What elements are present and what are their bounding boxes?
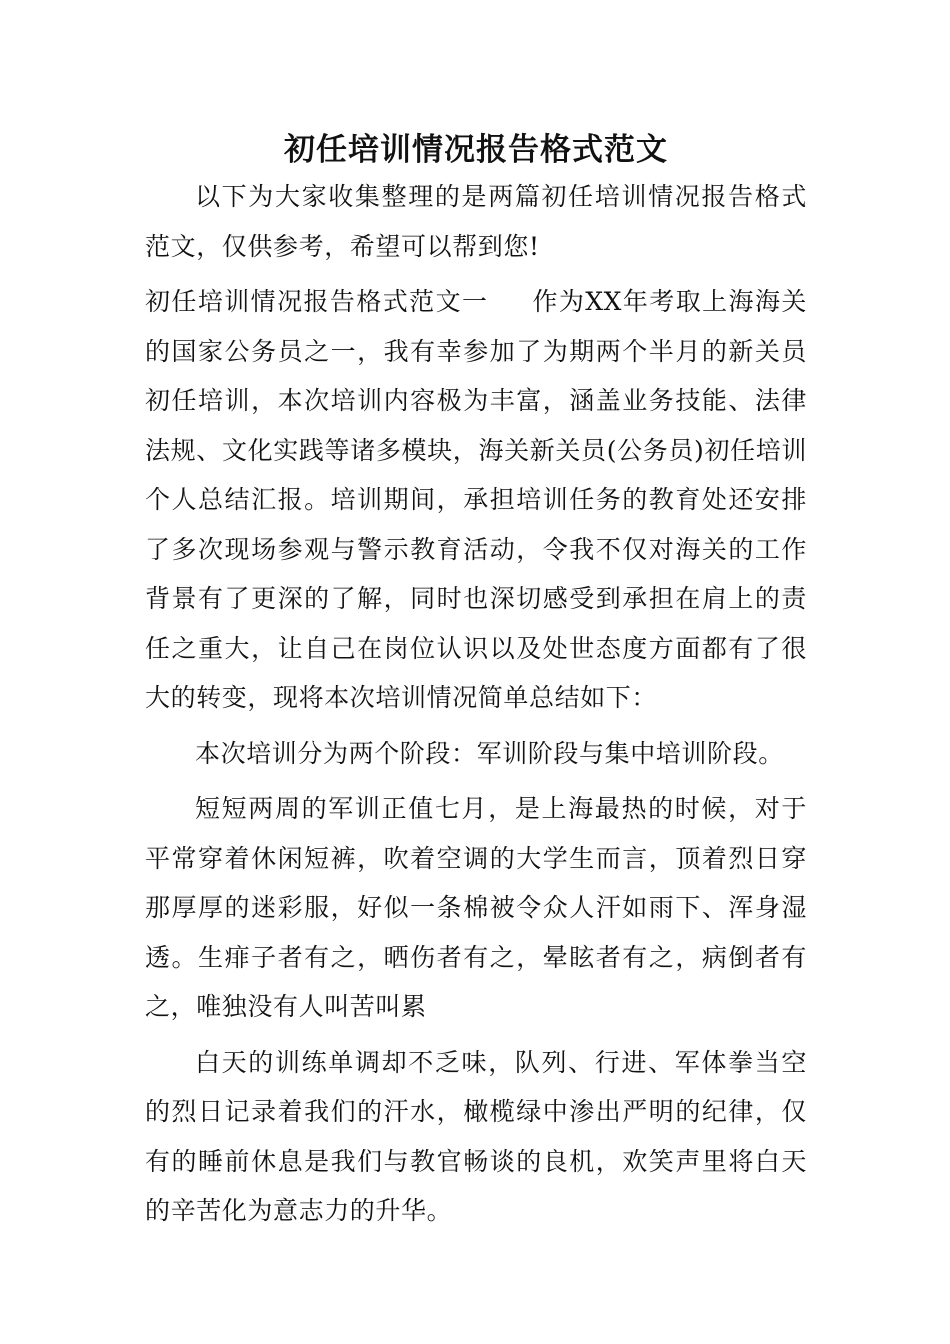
stages-paragraph: 本次培训分为两个阶段：军训阶段与集中培训阶段。 [195,738,784,768]
document-title: 初任培训情况报告格式范文 [284,132,668,168]
section-one-paragraph [145,277,807,723]
intro-paragraph: 以下为大家收集整理的是两篇初任培训情况报告格式范文，仅供参考，希望可以帮到您! [145,182,807,261]
section-one-text: 作为XX年考取上海海关的国家公务员之一，我有幸参加了为期两个半月的新关员初任培训，本次培训内容极为丰富，涵盖业务技能、法律法规、文化实践等诸多模块，海关新关员(公务员)初任培训个人总结汇报。培训期间，承担培训任务的教育处还安排了多次现场参观与警示教育活动，令我不仅对海关的工作背景有了更深的了解，同时也深切感受到承担在肩上的责任之重大，让自己在岗位认识以及处世态度方面都有了很大的转变，现将本次培训情况简单总结如下： [145,287,807,712]
section-one-label: 初任培训情况报告格式范文一 [145,287,489,316]
document-body [145,128,807,1242]
daily-training-paragraph: 白天的训练单调却不乏味，队列、行进、军体拳当空的烈日记录着我们的汗水，橄榄绿中渗出严明的纪律，仅有的睡前休息是我们与教官畅谈的良机，欢笑声里将白天的辛苦化为意志力的升华。 [145,1047,807,1225]
military-training-paragraph: 短短两周的军训正值七月，是上海最热的时候，对于平常穿着休闲短裤，吹着空调的大学生而言，顶着烈日穿那厚厚的迷彩服，好似一条棉被令众人汗如雨下、浑身湿透。生痱子者有之，晒伤者有之，晕眩者有之，病倒者有之，唯独没有人叫苦叫累 [145,794,807,1021]
